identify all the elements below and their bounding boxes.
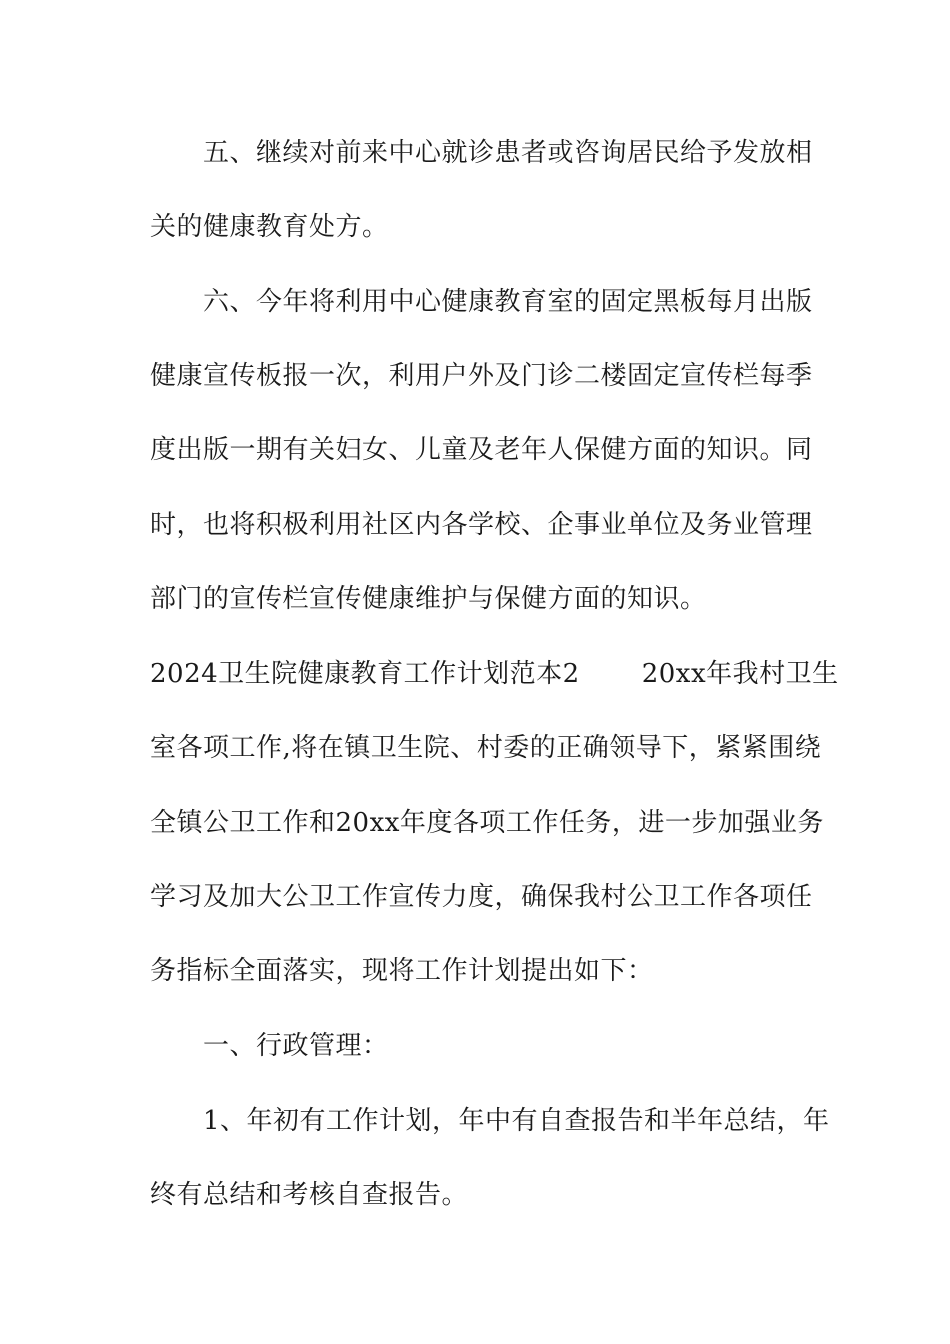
paragraph-six-line-1: 六、今年将利用中心健康教育室的固定黑板每月出版 — [203, 287, 813, 317]
intro-line-3: 全镇公卫工作和20xx年度各项工作任务，进一步加强业务 — [150, 808, 824, 838]
intro-line-4: 学习及加大公卫工作宣传力度，确保我村公卫工作各项任 — [150, 882, 813, 912]
section-heading-title: 2024卫生院健康教育工作计划范本2 — [150, 659, 580, 689]
subheading-admin: 一、行政管理： — [203, 1031, 389, 1061]
paragraph-six-line-4: 时，也将积极利用社区内各学校、企事业单位及务业管理 — [150, 510, 813, 540]
paragraph-five-line-2: 关的健康教育处方。 — [150, 212, 389, 242]
paragraph-six-line-5: 部门的宣传栏宣传健康维护与保健方面的知识。 — [150, 584, 707, 614]
item-1-line-1: 1、年初有工作计划，年中有自查报告和半年总结，年 — [203, 1106, 830, 1136]
intro-line-1: 20xx年我村卫生 — [641, 659, 839, 689]
intro-line-2: 室各项工作,将在镇卫生院、村委的正确领导下，紧紧围绕 — [150, 733, 822, 763]
paragraph-six-line-3: 度出版一期有关妇女、儿童及老年人保健方面的知识。同 — [150, 435, 813, 465]
section-heading-line — [150, 654, 839, 694]
item-1-line-2: 终有总结和考核自查报告。 — [150, 1180, 469, 1210]
intro-line-5: 务指标全面落实，现将工作计划提出如下： — [150, 956, 654, 986]
paragraph-five-line-1: 五、继续对前来中心就诊患者或咨询居民给予发放相 — [203, 138, 813, 168]
paragraph-six-line-2: 健康宣传板报一次，利用户外及门诊二楼固定宣传栏每季 — [150, 361, 813, 391]
